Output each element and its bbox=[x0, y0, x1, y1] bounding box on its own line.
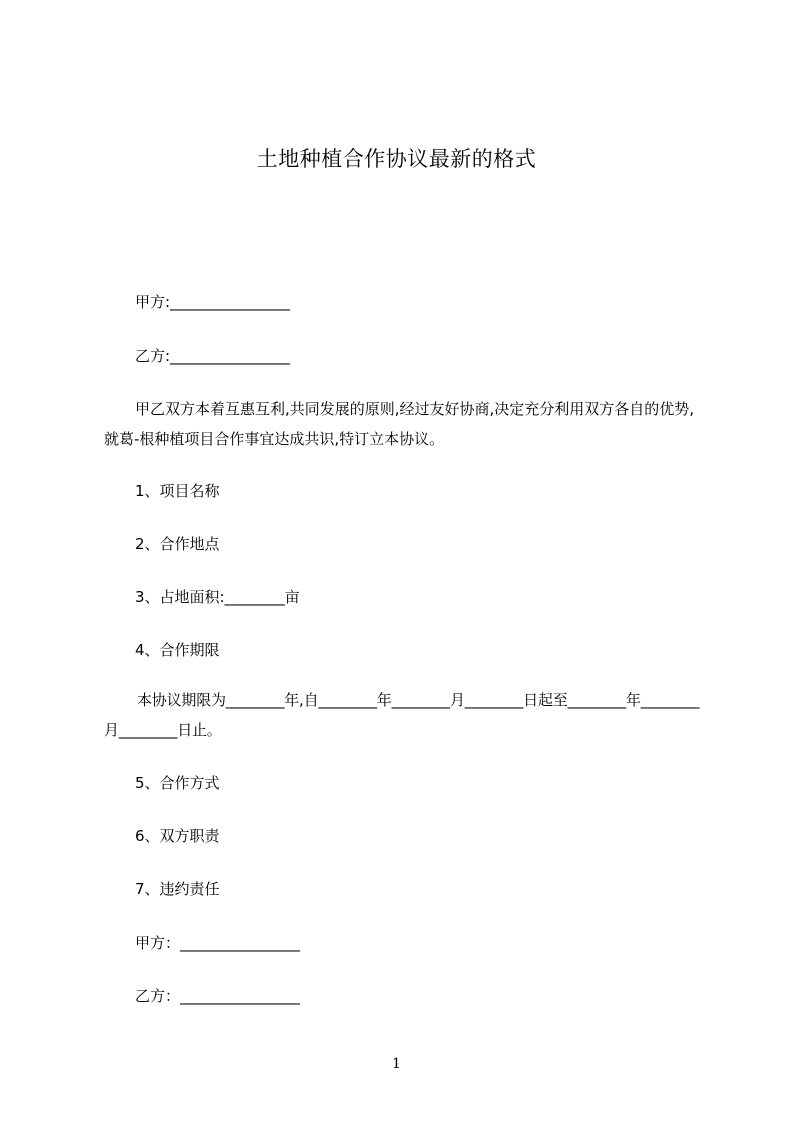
party-a-line: 甲方:________________ bbox=[135, 293, 291, 311]
intro-paragraph: 甲乙双方本着互惠互利,共同发展的原则,经过友好协商,决定充分利用双方各自的优势,就葛-根种植项目合作事宜达成共识,特订立本协议。 bbox=[104, 400, 695, 448]
party-a-signature-line: 甲方：________________ bbox=[135, 934, 301, 952]
item-location: 2、合作地点 bbox=[135, 535, 220, 553]
page-number: 1 bbox=[392, 1056, 401, 1072]
item-breach-liability: 7、违约责任 bbox=[135, 880, 220, 898]
item-term: 4、合作期限 bbox=[135, 641, 220, 659]
document-title: 土地种植合作协议最新的格式 bbox=[256, 147, 537, 171]
item-responsibilities: 6、双方职责 bbox=[135, 827, 220, 845]
party-b-signature-line: 乙方：________________ bbox=[135, 987, 301, 1005]
term-paragraph: 本协议期限为________年,自________年________月________日起至________年________月________日止。 bbox=[104, 691, 700, 739]
item-cooperation-method: 5、合作方式 bbox=[135, 774, 220, 792]
item-area: 3、占地面积:________亩 bbox=[135, 588, 300, 606]
party-b-line: 乙方:________________ bbox=[135, 347, 291, 365]
item-project-name: 1、项目名称 bbox=[135, 482, 220, 500]
